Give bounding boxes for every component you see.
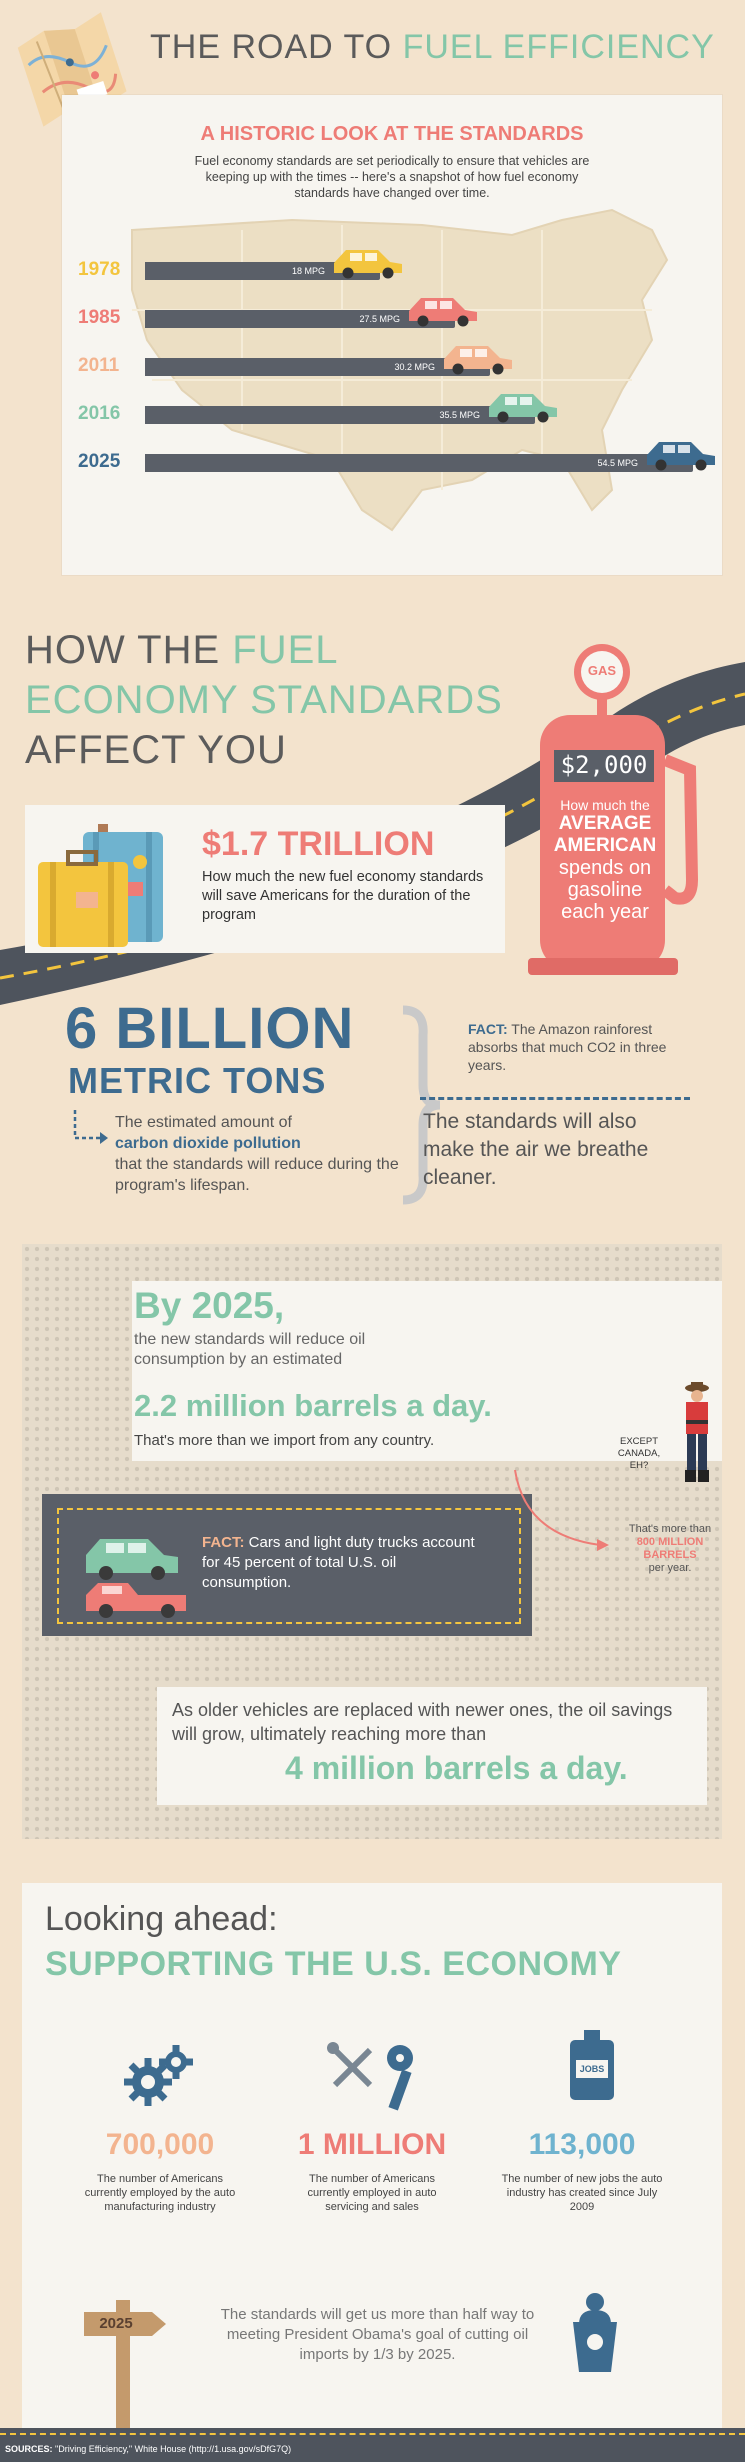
year-label: 2011 (78, 355, 120, 376)
pump-text-1: How much the (560, 797, 650, 813)
year-label: 2016 (78, 403, 121, 424)
year-label: 2025 (78, 451, 121, 472)
pump-text-5: gasoline (567, 879, 643, 901)
pump-text-6: each year (561, 901, 649, 923)
gears-icon (118, 2040, 198, 2110)
dashed-divider (420, 1097, 690, 1100)
co2-desc-c: that the standards will reduce during the program's lifespan. (115, 1156, 399, 1194)
economy-heading-2: SUPPORTING THE U.S. ECONOMY (45, 1945, 622, 1983)
standards-intro: Fuel economy standards are set periodically to ensure that vehicles are keeping up with the times -- here's a snapshot of how fuel economy standards have changed over time. (194, 154, 590, 200)
pump-text (540, 797, 670, 923)
year-label: 1978 (78, 259, 121, 280)
fact-label: FACT: (468, 1021, 508, 1037)
import-text: That's more than we import from any country. (134, 1432, 435, 1449)
mpg-label: 54.5 MPG (597, 458, 638, 468)
co2-big2: METRIC TONS (68, 1060, 327, 1101)
oil-reduce: the new standards will reduce oil consumption by an estimated (134, 1331, 366, 1368)
mpg-label: 35.5 MPG (439, 410, 480, 420)
curved-arrow-icon (505, 1465, 615, 1555)
wrench-key-icon (325, 2040, 425, 2120)
four-million: 4 million barrels a day. (285, 1750, 628, 1786)
sources-label: SOURCES: (5, 2444, 53, 2454)
mountie-figure (672, 1380, 722, 1485)
fact-text: The Amazon rainforest absorbs that much CO2 in three years. (468, 1021, 667, 1073)
co2-desc-b: carbon dioxide pollution (115, 1135, 301, 1152)
mpg-label: 18 MPG (291, 266, 325, 276)
older-text: As older vehicles are replaced with newer ones, the oil savings will grow, ultimately reaching more than (172, 1700, 673, 1744)
mpg-bar (145, 358, 490, 376)
economy-stat-value: 700,000 (105, 2128, 215, 2161)
co2-desc (115, 1112, 435, 1196)
more-than-text: That's more than (628, 1523, 712, 1535)
co2-fact (468, 1020, 683, 1074)
pump-amount: $2,000 (560, 751, 648, 779)
economy-stat-desc: The number of new jobs the auto industry has created since July 2009 (501, 2173, 663, 2213)
mpg-chart (0, 0, 745, 480)
affect-heading (25, 625, 503, 775)
title-highlight: FUEL EFFICIENCY (402, 28, 715, 66)
pump-text-3: AMERICAN (553, 835, 657, 856)
million-barrels-note (615, 1523, 725, 1575)
goal-text: The standards will get us more than half way to meeting President Obama's goal of cutting oil imports by 1/3 by 2025. (220, 2306, 535, 2363)
footer-road-line (0, 2433, 745, 2435)
affect-section (0, 600, 745, 1000)
oil-fact-text: Cars and light duty trucks account for 45 percent of total U.S. oil consumption. (202, 1534, 475, 1591)
per-year-text: per year. (648, 1562, 692, 1574)
oil-fact (202, 1533, 477, 1593)
affect-heading-line3: AFFECT YOU (25, 728, 287, 772)
by-2025: By 2025, (134, 1285, 285, 1326)
affect-heading-line1: HOW THE (25, 628, 233, 672)
mpg-label: 30.2 MPG (394, 362, 435, 372)
savings-value: $1.7 TRILLION (202, 825, 435, 863)
sources-text[interactable]: "Driving Efficiency," White House (http://1.usa.gov/sDfG7Q) (52, 2444, 292, 2454)
cars-icon (78, 1525, 198, 1620)
affect-heading-fuel: FUEL (232, 628, 339, 672)
million-barrels-text: 800 MILLION BARRELS (636, 1536, 704, 1561)
standards-heading: A HISTORIC LOOK AT THE STANDARDS (200, 123, 584, 145)
car-icon (330, 245, 406, 279)
president-podium-icon (565, 2290, 625, 2375)
sign-year: 2025 (99, 2315, 133, 2332)
barrels-a-day: 2.2 million barrels a day. (134, 1388, 492, 1423)
air-text: The standards will also make the air we breathe cleaner. (423, 1110, 649, 1189)
car-icon (643, 437, 719, 471)
economy-stat-value: 1 MILLION (297, 2128, 447, 2161)
luggage-icon (28, 812, 193, 952)
title-text: THE ROAD TO (150, 28, 403, 66)
economy-stat-value: 113,000 (528, 2128, 636, 2161)
year-label: 1985 (78, 307, 121, 328)
co2-desc-a: The estimated amount of (115, 1114, 292, 1131)
affect-heading-line2: ECONOMY STANDARDS (25, 678, 503, 722)
oil-fact-label: FACT: (202, 1534, 245, 1551)
co2-section (0, 990, 745, 1220)
economy-stat-desc: The number of Americans currently employed in auto servicing and sales (307, 2173, 437, 2213)
pump-text-4: spends on (558, 857, 652, 879)
mpg-label: 27.5 MPG (359, 314, 400, 324)
jobs-label: JOBS (579, 2064, 605, 2074)
co2-big1: 6 BILLION (65, 996, 355, 1061)
car-icon (405, 293, 481, 327)
car-icon (485, 389, 561, 423)
dotted-arrow-icon (70, 1108, 110, 1148)
economy-stat-desc: The number of Americans currently employed by the auto manufacturing industry (84, 2173, 236, 2213)
economy-heading-1: Looking ahead: (45, 1900, 278, 1938)
car-icon (440, 341, 516, 375)
pump-text-2: AVERAGE (558, 813, 652, 834)
gas-label: GAS (587, 663, 617, 678)
sources (5, 2444, 291, 2454)
savings-desc: How much the new fuel economy standards will save Americans for the duration of the program (202, 869, 484, 923)
except-canada: EXCEPT CANADA, EH? (617, 1436, 661, 1471)
